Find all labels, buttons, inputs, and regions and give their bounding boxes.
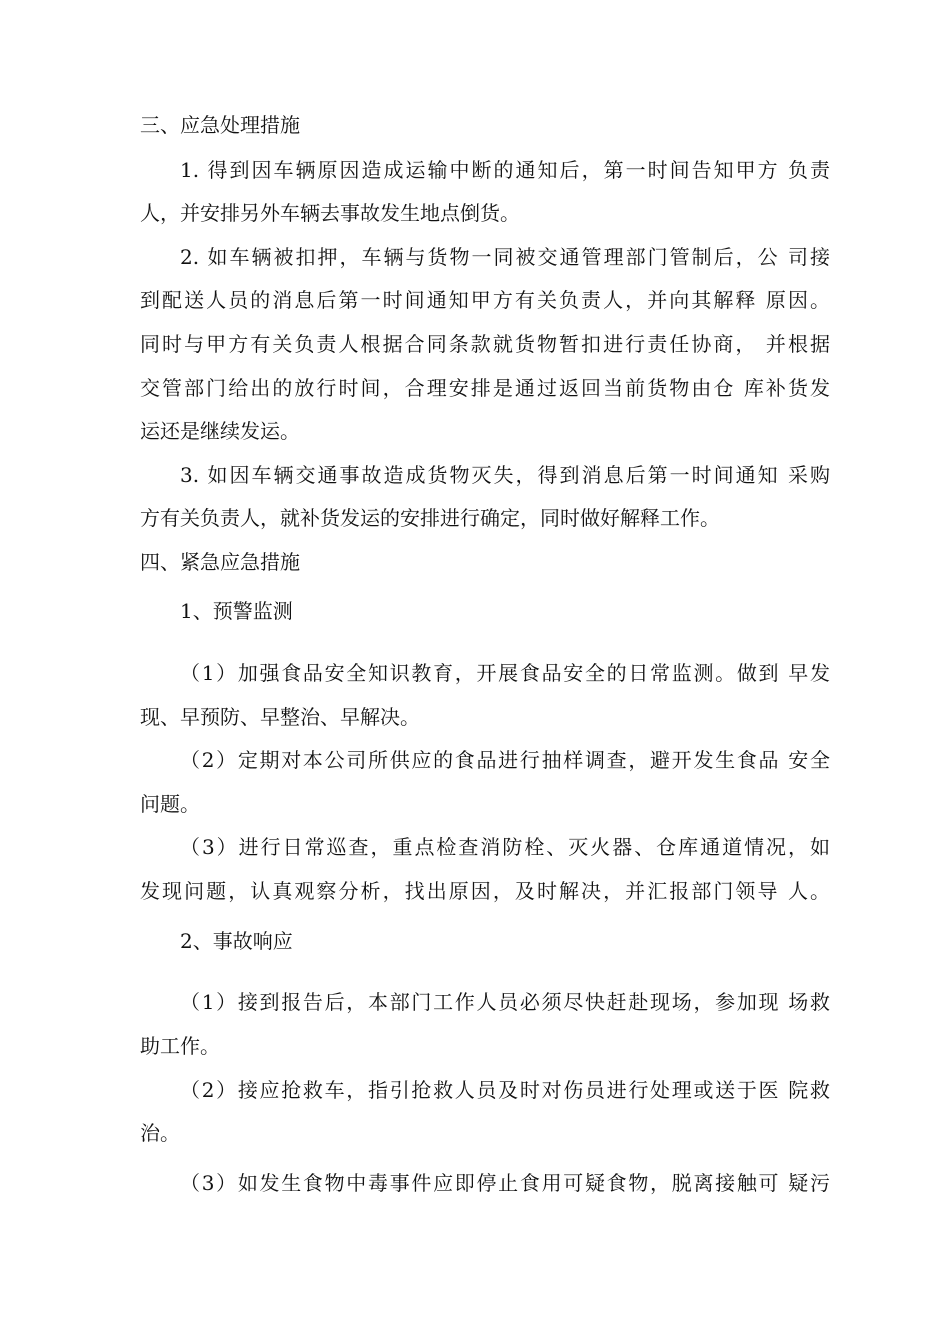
subheading: 1、预警监测 [180, 599, 293, 623]
paragraph-line: 1. 得到因车辆原因造成运输中断的通知后，第一时间告知甲方 负责 [180, 158, 830, 182]
paragraph-line: 运还是继续发运。 [140, 419, 300, 443]
paragraph-line: （2）定期对本公司所供应的食品进行抽样调查，避开发生食品 安全 [180, 748, 830, 772]
paragraph-line: 方有关负责人，就补货发运的安排进行确定，同时做好解释工作。 [140, 506, 720, 530]
paragraph-line: 2. 如车辆被扣押，车辆与货物一同被交通管理部门管制后，公 司接 [180, 245, 830, 269]
paragraph-line: 3. 如因车辆交通事故造成货物灭失，得到消息后第一时间通知 采购 [180, 463, 830, 487]
section-heading-4: 四、紧急应急措施 [140, 550, 300, 574]
paragraph-line: 现、早预防、早整治、早解决。 [140, 705, 420, 729]
paragraph-line: （2）接应抢救车，指引抢救人员及时对伤员进行处理或送于医 院救 [180, 1078, 830, 1102]
section-heading-3: 三、应急处理措施 [140, 113, 300, 137]
paragraph-line: （3）如发生食物中毒事件应即停止食用可疑食物，脱离接触可 疑污 [180, 1171, 830, 1195]
paragraph-line: （1）接到报告后，本部门工作人员必须尽快赶赴现场，参加现 场救 [180, 990, 830, 1014]
paragraph-line: 交管部门给出的放行时间，合理安排是通过返回当前货物由仓 库补货发 [140, 376, 830, 400]
paragraph-line: （1）加强食品安全知识教育，开展食品安全的日常监测。做到 早发 [180, 661, 830, 685]
subheading: 2、事故响应 [180, 929, 293, 953]
paragraph-line: （3）进行日常巡查，重点检查消防栓、灭火器、仓库通道情况，如 [180, 835, 830, 859]
paragraph-line: 助工作。 [140, 1034, 220, 1058]
paragraph-line: 问题。 [140, 792, 200, 816]
paragraph-line: 发现问题，认真观察分析，找出原因，及时解决，并汇报部门领导 人。 [140, 879, 830, 903]
paragraph-line: 人，并安排另外车辆去事故发生地点倒货。 [140, 201, 520, 225]
paragraph-line: 到配送人员的消息后第一时间通知甲方有关负责人，并向其解释 原因。 [140, 288, 830, 312]
paragraph-line: 同时与甲方有关负责人根据合同条款就货物暂扣进行责任协商， 并根据 [140, 332, 830, 356]
paragraph-line: 治。 [140, 1121, 180, 1145]
